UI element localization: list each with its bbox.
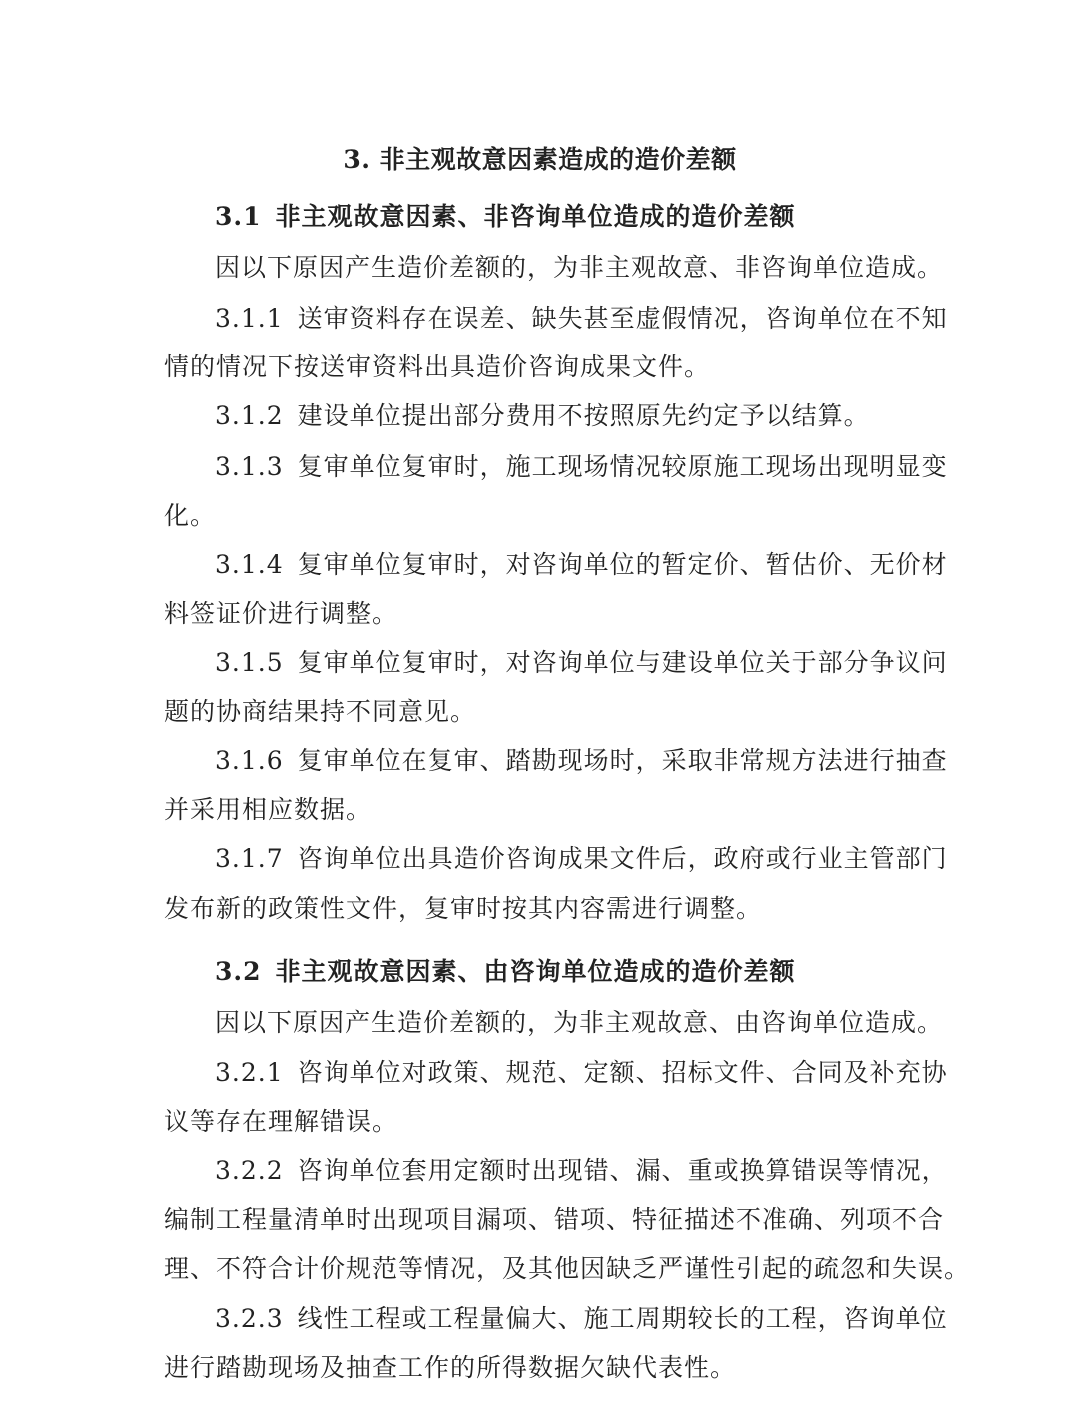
- clause-3-2-3-line1: [215, 1299, 948, 1339]
- clause-3-2-1-line2: 议等存在理解错误。: [164, 1107, 399, 1136]
- clause-3-1-1-line1: [215, 299, 948, 339]
- clause-number: 3.1.7: [215, 844, 284, 873]
- clause-3-1-5-line2: 题的协商结果持不同意见。: [164, 697, 477, 726]
- subsection-intro-3-1: 因以下原因产生造价差额的，为非主观故意、非咨询单位造成。: [215, 253, 944, 282]
- clause-3-1-4-line1: [215, 545, 948, 585]
- clause-text: 复审单位复审时，对咨询单位的暂定价、暂估价、无价材: [297, 550, 948, 579]
- clause-text: 送审资料存在误差、缺失甚至虚假情况，咨询单位在不知: [297, 304, 948, 333]
- clause-3-2-1-line1: [215, 1053, 948, 1093]
- clause-number: 3.1.5: [215, 648, 284, 677]
- clause-text: 线性工程或工程量偏大、施工周期较长的工程，咨询单位: [297, 1304, 948, 1333]
- clause-number: 3.1.4: [215, 550, 284, 579]
- subsection-intro-3-2: 因以下原因产生造价差额的，为非主观故意、由咨询单位造成。: [215, 1008, 944, 1037]
- subsection-number: 3.1: [215, 202, 262, 231]
- subsection-number: 3.2: [215, 957, 262, 986]
- clause-text: 建设单位提出部分费用不按照原先约定予以结算。: [297, 401, 870, 430]
- clause-text: 复审单位在复审、踏勘现场时，采取非常规方法进行抽查: [297, 746, 948, 775]
- clause-3-2-2-line3: 理、不符合计价规范等情况，及其他因缺乏严谨性引起的疏忽和失误。: [164, 1254, 971, 1283]
- clause-3-1-7-line2: 发布新的政策性文件，复审时按其内容需进行调整。: [164, 894, 763, 923]
- clause-text: 咨询单位套用定额时出现错、漏、重或换算错误等情况，: [297, 1156, 948, 1185]
- subsection-heading-text: 非主观故意因素、由咨询单位造成的造价差额: [275, 957, 796, 986]
- clause-3-1-3-line1: [215, 447, 948, 487]
- clause-number: 3.1.1: [215, 304, 284, 333]
- clause-3-2-2-line1: [215, 1151, 948, 1191]
- clause-3-1-6-line2: 并采用相应数据。: [164, 795, 373, 824]
- clause-3-1-7-line1: [215, 839, 948, 879]
- clause-number: 3.1.3: [215, 452, 284, 481]
- clause-text: 咨询单位出具造价咨询成果文件后，政府或行业主管部门: [297, 844, 948, 873]
- clause-3-1-2-line1: [215, 396, 870, 436]
- clause-number: 3.2.2: [215, 1156, 284, 1185]
- subsection-heading-3-1: [215, 197, 796, 237]
- clause-3-1-6-line1: [215, 741, 948, 781]
- clause-3-1-1-line2: 情的情况下按送审资料出具造价咨询成果文件。: [164, 352, 711, 381]
- clause-3-1-5-line1: [215, 643, 948, 683]
- clause-3-2-3-line2: 进行踏勘现场及抽查工作的所得数据欠缺代表性。: [164, 1353, 737, 1382]
- clause-3-1-3-line2: 化。: [164, 501, 217, 530]
- clause-text: 复审单位复审时，对咨询单位与建设单位关于部分争议问: [297, 648, 948, 677]
- clause-number: 3.1.2: [215, 401, 284, 430]
- clause-3-1-4-line2: 料签证价进行调整。: [164, 599, 399, 628]
- clause-text: 咨询单位对政策、规范、定额、招标文件、合同及补充协: [297, 1058, 948, 1087]
- subsection-heading-text: 非主观故意因素、非咨询单位造成的造价差额: [275, 202, 796, 231]
- subsection-heading-3-2: [215, 952, 796, 992]
- clause-number: 3.2.1: [215, 1058, 284, 1087]
- clause-3-2-2-line2: 编制工程量清单时出现项目漏项、错项、特征描述不准确、列项不合: [164, 1205, 945, 1234]
- clause-number: 3.1.6: [215, 746, 284, 775]
- section-title: 3. 非主观故意因素造成的造价差额: [343, 145, 737, 174]
- clause-number: 3.2.3: [215, 1304, 284, 1333]
- clause-text: 复审单位复审时，施工现场情况较原施工现场出现明显变: [297, 452, 948, 481]
